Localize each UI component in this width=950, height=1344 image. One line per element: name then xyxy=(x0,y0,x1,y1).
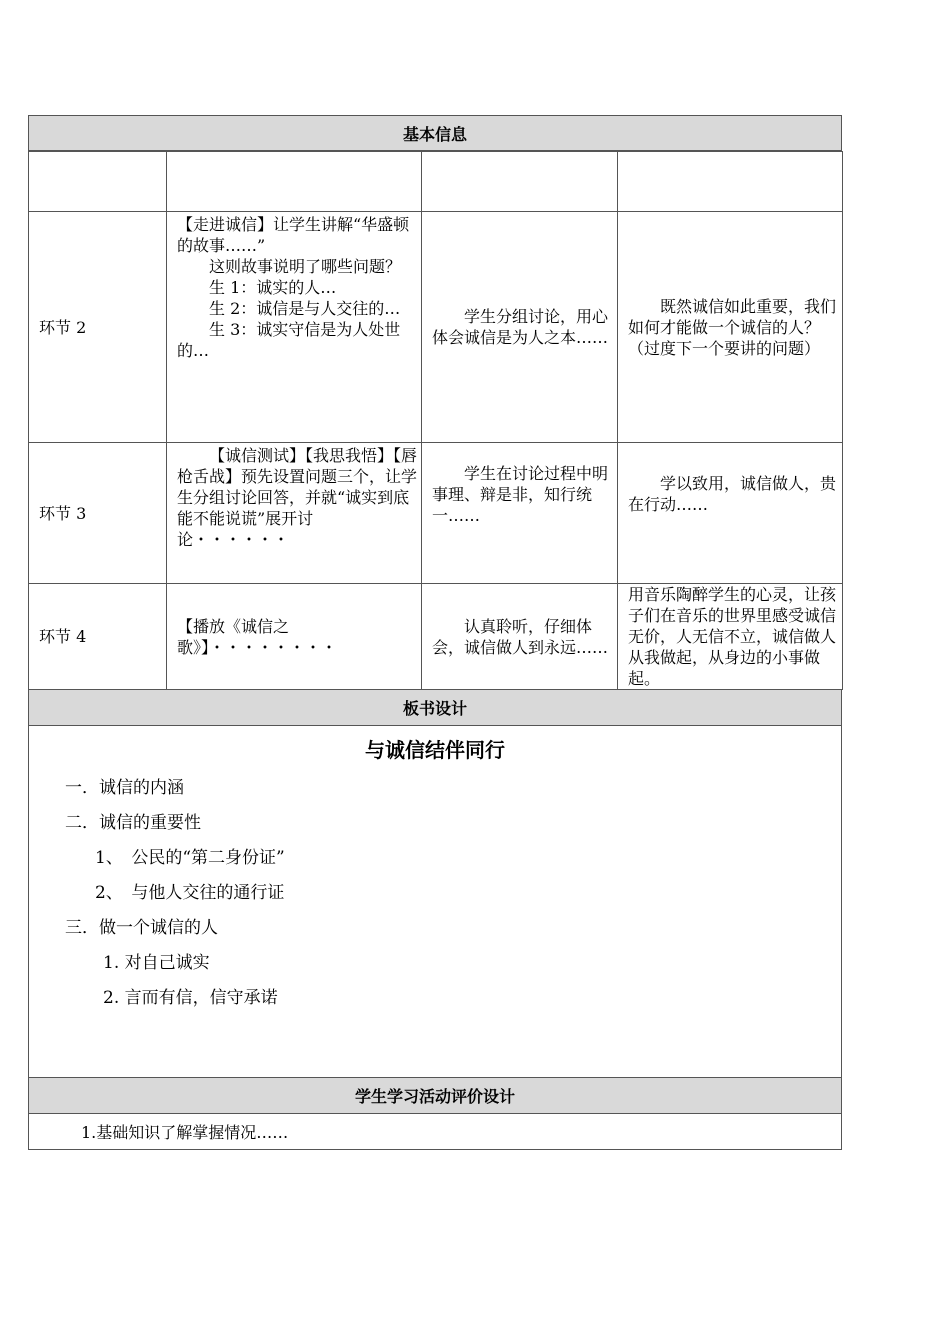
table-row-empty xyxy=(29,152,843,212)
evaluation-item: 1.基础知识了解掌握情况…… xyxy=(28,1114,842,1150)
board-line: 1. 对自己诚实 xyxy=(103,953,210,973)
teacher-activity-line: 生 1：诚实的人… xyxy=(209,278,337,297)
board-design-panel xyxy=(28,726,842,1078)
board-line: 二．诚信的重要性 xyxy=(65,813,201,833)
teacher-activity-line: 这则故事说明了哪些问题？ xyxy=(209,257,402,276)
board-line: 一．诚信的内涵 xyxy=(65,778,184,798)
design-intent-cell: 用音乐陶醉学生的心灵，让孩子们在音乐的世界里感受诚信无价，人无信不立，诚信做人从我做起，从身边的小事做起。 xyxy=(618,584,843,690)
section-header-evaluation: 学生学习活动评价设计 xyxy=(28,1078,842,1114)
student-activity-cell: 学生分组讨论，用心体会诚信是为人之本…… xyxy=(422,212,618,443)
section-header-board-design: 板书设计 xyxy=(28,690,842,726)
board-line: 三．做一个诚信的人 xyxy=(65,918,218,938)
table-row xyxy=(29,212,843,443)
teacher-activity-line: 生 2：诚信是与人交往的… xyxy=(209,299,401,318)
lesson-steps-table xyxy=(28,151,843,690)
empty-cell xyxy=(422,152,618,212)
student-activity-cell: 学生在讨论过程中明事理、辩是非，知行统一…… xyxy=(422,443,618,584)
board-line: 2. 言而有信，信守承诺 xyxy=(103,988,278,1008)
step-label: 环节 3 xyxy=(29,443,167,584)
empty-cell xyxy=(618,152,843,212)
section-header-basic-info: 基本信息 xyxy=(28,115,842,151)
teacher-activity-cell: 【诚信测试】【我思我悟】【唇枪舌战】预先设置问题三个，让学生分组讨论回答，并就“诚实到底能不能说谎”展开讨论・・・・・・ xyxy=(167,443,422,584)
design-intent-cell: 学以致用，诚信做人，贵在行动…… xyxy=(618,443,843,584)
lesson-plan-document xyxy=(28,115,842,1150)
student-activity-cell: 认真聆听，仔细体会，诚信做人到永远…… xyxy=(422,584,618,690)
table-row xyxy=(29,443,843,584)
board-line: 1、 公民的“第二身份证” xyxy=(95,848,285,868)
empty-cell xyxy=(29,152,167,212)
empty-cell xyxy=(167,152,422,212)
teacher-activity-cell xyxy=(167,212,422,443)
design-intent-cell: 既然诚信如此重要，我们如何才能做一个诚信的人？（过度下一个要讲的问题） xyxy=(618,212,843,443)
teacher-activity-line: 生 3：诚实守信是为人处世的… xyxy=(177,320,401,360)
table-row xyxy=(29,584,843,690)
step-label: 环节 2 xyxy=(29,212,167,443)
board-line: 2、 与他人交往的通行证 xyxy=(95,883,285,903)
board-title: 与诚信结伴同行 xyxy=(365,738,505,762)
teacher-activity-line: 【走进诚信】让学生讲解“华盛顿的故事……” xyxy=(177,215,410,255)
step-label: 环节 4 xyxy=(29,584,167,690)
teacher-activity-cell: 【播放《诚信之歌》】・・・・・・・・ xyxy=(167,584,422,690)
